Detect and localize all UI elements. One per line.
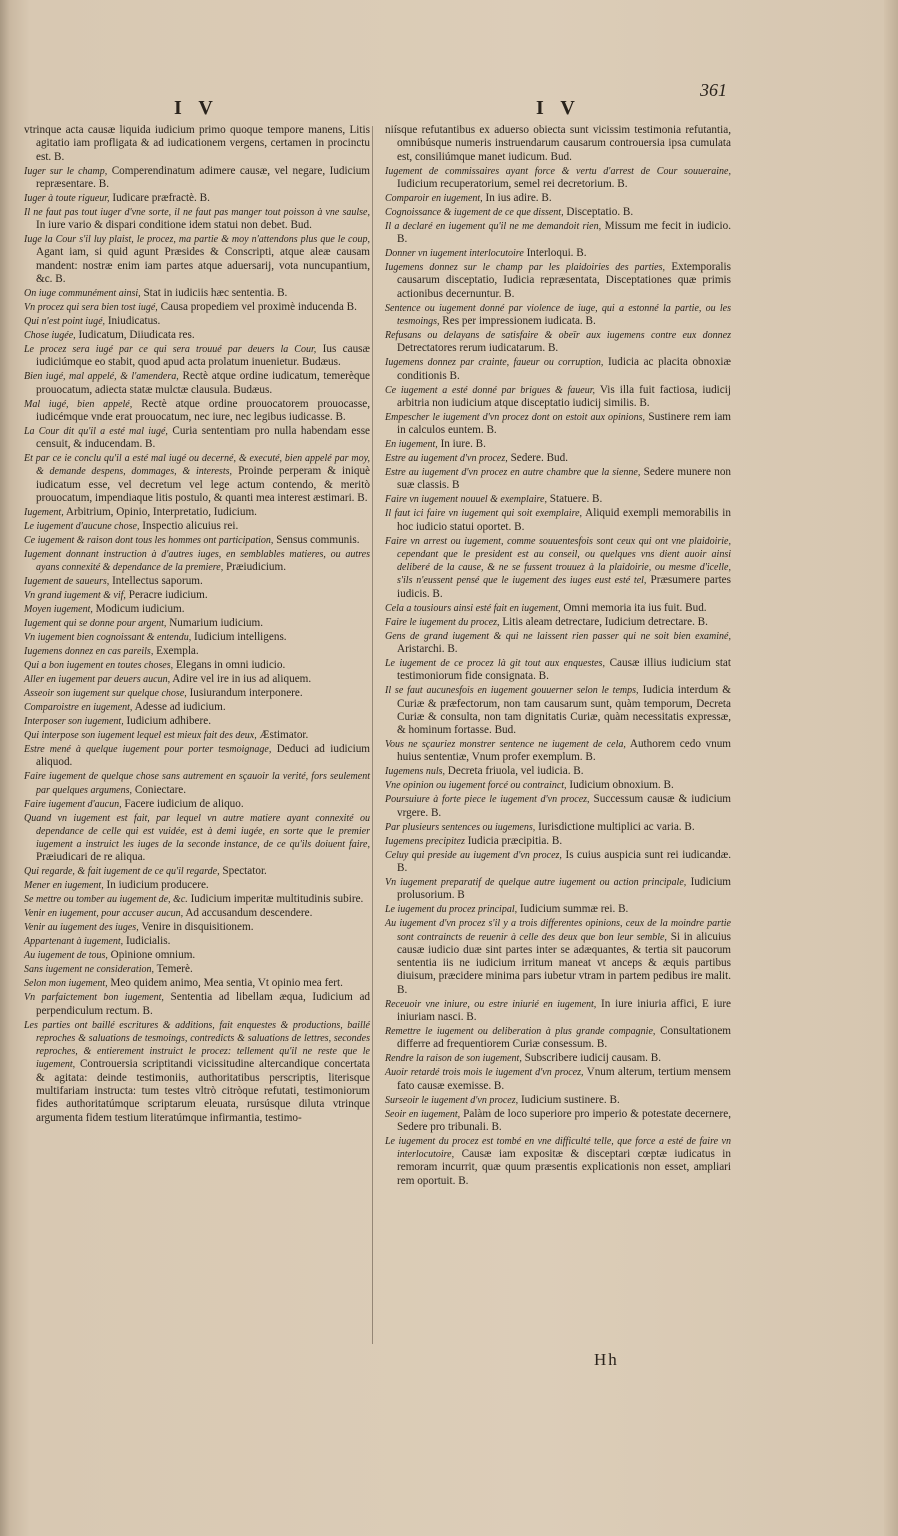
latin-equivalent: Vis illa fuit factiosa, iudicij arbitria non iudicium atque disceptatio iudicij similis. B. (397, 383, 731, 409)
dictionary-entry (24, 425, 370, 452)
dictionary-entry (385, 1135, 731, 1188)
french-headword: Bien iugé, mal appelé, & l'amendera, (24, 371, 179, 383)
french-headword: Et par ce ie conclu qu'il a esté mal iugé ou decerné, & executé, bien appelé par moy, & demande despens, dommages, & interests, (24, 453, 370, 478)
dictionary-entry (24, 301, 370, 314)
french-headword: Ce iugement a esté donné par brigues & faueur, (385, 384, 596, 396)
french-headword: Receuoir vne iniure, ou estre iniurié en iugement, (385, 998, 597, 1010)
latin-equivalent: Missum me fecit in iudicio. B. (397, 219, 732, 246)
french-headword: Qui interpose son iugement lequel est mieux fait des deux, (24, 730, 257, 741)
dictionary-entry (24, 645, 370, 658)
french-headword: Estre au iugement d'vn procez en autre chambre que la sienne, (385, 467, 641, 479)
french-headword: Iugemens precipitez (385, 835, 465, 847)
latin-equivalent: Causæ illius iudicium stat testimoniorum fide consignata. B. (397, 657, 732, 683)
dictionary-entry (24, 907, 370, 920)
french-headword: Il faut ici faire vn iugement qui soit exemplaire, (385, 508, 583, 520)
french-headword: Vne opinion ou iugement forcé ou contrainct, (385, 780, 567, 792)
dictionary-entry (24, 548, 370, 575)
dictionary-entry (24, 398, 370, 425)
dictionary-entry (385, 903, 731, 916)
dictionary-entry (24, 631, 370, 644)
latin-equivalent: Iudicium summæ rei. B. (519, 903, 629, 916)
french-headword: Auoir retardé trois mois le iugement d'vn procez, (385, 1067, 584, 1079)
latin-equivalent: In iudicium producere. (106, 879, 209, 892)
french-headword: Le iugement de ce procez là git tout aux enquestes, (385, 658, 605, 670)
dictionary-entry (385, 356, 731, 383)
french-headword: Au iugement de tous, (24, 950, 108, 962)
latin-equivalent: Stat in iudiciis hæc sententia. B. (143, 287, 288, 299)
french-headword: Se mettre ou tomber au iugement de, &c. (24, 894, 188, 906)
latin-equivalent: Sensus communis. (276, 533, 360, 546)
latin-equivalent: Præiudicium. (226, 561, 287, 574)
french-headword: Interposer son iugement, (24, 716, 124, 728)
french-headword: Celuy qui preside au iugement d'vn procez, (385, 849, 562, 861)
latin-equivalent: Sustinere rem iam in calculos euntem. B. (397, 410, 732, 437)
latin-equivalent: Authorem cedo vnum huius sententiæ, Vnum profer exemplum. B. (397, 738, 732, 764)
dictionary-entry (24, 575, 370, 588)
french-headword: Chose iugée, (24, 329, 76, 341)
running-head-left: I V (174, 97, 219, 119)
dictionary-entry (24, 921, 370, 934)
french-headword: Le iugement du procez principal, (385, 904, 518, 916)
french-headword: Moyen iugement, (24, 604, 93, 616)
latin-equivalent: Numarium iudicium. (169, 617, 264, 630)
latin-equivalent: Elegans in omni iudicio. (175, 659, 286, 672)
dictionary-entry (385, 329, 731, 356)
french-headword: Vous ne sçauriez monstrer sentence ne iugement de cela, (385, 739, 626, 751)
latin-equivalent: Causæ iam expositæ & disceptari cœptæ iudicatus in remoram incurrit, quæ quum præsentis explicationis non esset, ampliari rem oportuit. B. (397, 1148, 731, 1187)
dictionary-entry (24, 287, 370, 300)
dictionary-entry (385, 616, 731, 629)
dictionary-entry (385, 1108, 731, 1135)
dictionary-entry (385, 535, 731, 601)
french-headword: Les parties ont baillé escritures & additions, fait enquestes & productions, baillé reproches & saluations de tesmoings, contredicts & saluations de lettres, secondes reproches, & entierement instruict le procez: tellement qu'il ne reste que le iugement, (24, 1019, 370, 1071)
french-headword: Cela a tousiours ainsi esté fait en iugement, (385, 602, 561, 614)
dictionary-entry (24, 812, 370, 865)
dictionary-entry (24, 589, 370, 602)
latin-equivalent: Iniudicatus. (107, 314, 161, 327)
latin-equivalent: Arbitrium, Opinio, Interpretatio, Iudicium. (65, 505, 257, 518)
latin-equivalent: Agant iam, si quid agunt Præsides & Conscripti, atque aleæ causam mandent: nostræ enim iam partes atque aduersarij, vota nuncupantium, &c. B. (36, 246, 370, 286)
dictionary-entry (385, 261, 731, 301)
french-headword: Aller en iugement par deuers aucun, (24, 674, 171, 686)
french-headword: Iugement de commissaires ayant force & vertu d'arrest de Cour souueraine, (385, 165, 731, 177)
french-headword: En iugement, (385, 439, 438, 451)
latin-equivalent: Iudicatum, Diiudicata res. (78, 328, 195, 341)
dictionary-entry (24, 534, 370, 547)
dictionary-entry (24, 879, 370, 892)
latin-equivalent: Peracre iudicium. (128, 589, 208, 602)
french-headword: Qui regarde, & fait iugement de ce qu'il regarde, (24, 866, 220, 878)
dictionary-entry (385, 876, 731, 903)
dictionary-entry (24, 1019, 370, 1125)
latin-equivalent: Omni memoria ita ius fuit. Bud. (563, 601, 707, 614)
latin-equivalent: Litis aleam detrectare, Iudicium detrectare. B. (502, 615, 708, 628)
latin-equivalent: Præsumere partes iudicis. B. (397, 574, 731, 600)
dictionary-entry (385, 765, 731, 778)
dictionary-entry (24, 659, 370, 672)
latin-equivalent: Sententia ad libellam æqua, Iudicium ad perpendiculum rectum. B. (36, 991, 370, 1017)
latin-equivalent: Iudicium adhibere. (126, 715, 212, 728)
french-headword: Surseoir le iugement d'vn procez, (385, 1094, 519, 1106)
previous-page-bleed (0, 90, 12, 1090)
dictionary-entry (24, 192, 370, 205)
dictionary-entry (24, 452, 370, 505)
latin-equivalent: Curia sententiam pro nulla habendam esse censuit, & inducendam. B. (36, 424, 371, 451)
latin-equivalent: Rectè atque ordine iudicatum, temerèque prouocatum, adiecta statæ mulctæ clausula. Budæus. (36, 370, 371, 396)
french-headword: Faire iugement d'aucun, (24, 798, 122, 810)
french-headword: Mener en iugement, (24, 880, 104, 892)
dictionary-entry (385, 917, 731, 997)
dictionary-entry (24, 617, 370, 630)
dictionary-entry (385, 738, 731, 765)
french-headword: Donner vn iugement interlocutoire (385, 248, 524, 260)
french-headword: Estre au iugement d'vn procez, (385, 453, 508, 465)
french-headword: La Cour dit qu'il a esté mal iugé, (24, 425, 168, 437)
latin-equivalent: Ius causæ iudiciúmque eo stabit, quod apud acta prolatum inuenietur. Budæus. (36, 342, 370, 369)
french-headword: Empescher le iugement d'vn procez dont on estoit aux opinions, (385, 411, 645, 423)
french-headword: Iugemens donnez sur le champ par les plaidoiries des parties, (385, 262, 665, 274)
french-headword: Vn grand iugement & vif, (24, 590, 126, 602)
latin-equivalent: Præiudicari de re aliqua. (36, 851, 146, 864)
page-edge (884, 0, 898, 1536)
latin-equivalent: Comperendinatum adimere causæ, vel negare, Iudicium repræsentare. B. (36, 164, 370, 190)
latin-equivalent: Iusiurandum interponere. (189, 687, 303, 700)
latin-equivalent: Statuere. B. (549, 493, 603, 506)
dictionary-entry (385, 779, 731, 792)
dictionary-entry (385, 1052, 731, 1065)
french-headword: Quand vn iugement est fait, par lequel vn autre matiere ayant connexité ou dependance de celle qui est vuidée, est à demi iugée, en sorte que le premier iugement a instruict les iuges de la seconde instance, de ce qu'ils doiuent faire, (24, 812, 370, 851)
french-headword: Faire vn arrest ou iugement, comme souuentesfois sont ceux qui ont vne plaidoirie, cependant que le president est au conseil, ou quelques vns dient auoir ainsi deliberé de la cause, & ne se fussent trouuez à la plaidoirie, ou mesme d'icelle, s'ils n'eussent pensé que le iugement des iuges eust esté tel, (385, 535, 731, 587)
latin-equivalent: Adire vel ire in ius ad aliquem. (172, 673, 312, 686)
dictionary-entry (24, 673, 370, 686)
latin-equivalent: Successum causæ & iudicium vrgere. B. (397, 793, 731, 819)
left-column (24, 124, 370, 1126)
running-head-right: I V (536, 97, 581, 119)
latin-equivalent: Decreta friuola, vel iudicia. B. (447, 765, 584, 778)
latin-equivalent: Is cuius auspicia sunt rei iudicandæ. B. (397, 848, 731, 874)
french-headword: Venir en iugement, pour accuser aucun, (24, 908, 184, 920)
latin-equivalent: Iudicium imperitæ multitudinis subire. (190, 893, 364, 906)
french-headword: Vn iugement preparatif de quelque autre iugement ou action principale, (385, 876, 687, 888)
dictionary-entry (24, 233, 370, 286)
dictionary-entry (385, 384, 731, 411)
latin-equivalent: Inspectio alicuius rei. (142, 519, 239, 532)
latin-equivalent: Exempla. (156, 645, 199, 658)
french-headword: Le iugement d'aucune chose, (24, 520, 140, 532)
dictionary-entry (24, 977, 370, 990)
french-headword: Iugemens donnez par crainte, faueur ou corruption, (385, 357, 604, 369)
dictionary-entry (24, 893, 370, 906)
dictionary-entry (385, 247, 731, 260)
french-headword: Rendre la raison de son iugement, (385, 1053, 522, 1065)
dictionary-entry (385, 1066, 731, 1093)
french-headword: Le iugement du procez est tombé en vne difficulté telle, que force a esté de faire vn interlocutoire, (385, 1135, 731, 1161)
dictionary-entry (24, 315, 370, 328)
french-headword: Sans iugement ne consideration, (24, 964, 154, 976)
latin-equivalent: In iure iniuria affici, E iure iniuriam nasci. B. (397, 997, 732, 1023)
latin-equivalent: Aristarchi. B. (397, 643, 458, 656)
dictionary-entry (385, 220, 731, 247)
french-headword: Gens de grand iugement & qui ne laissent rien passer qui ne soit bien examiné, (385, 630, 731, 642)
french-headword: Iugement de saueurs, (24, 576, 110, 588)
french-headword: Iugement, (24, 506, 64, 518)
dictionary-entry (24, 687, 370, 700)
latin-equivalent: Adesse ad iudicium. (134, 701, 226, 714)
dictionary-entry (24, 865, 370, 878)
dictionary-entry (385, 302, 731, 329)
dictionary-entry (24, 715, 370, 728)
french-headword: Au iugement d'vn procez s'il y a trois differentes opinions, ceux de la moindre partie sont contraincts de reuenir à celle des deux que bon leur semble, (385, 918, 731, 943)
latin-equivalent: Iudicialis. (125, 935, 171, 948)
french-headword: Comparoir en iugement, (385, 192, 483, 204)
latin-equivalent: Æstimator. (259, 729, 309, 741)
latin-equivalent: Res per impressionem iudicata. B. (442, 314, 596, 327)
latin-equivalent: Vnum alterum, tertium mensem fato causæ exemisse. B. (397, 1066, 731, 1092)
latin-equivalent: Iudicium sustinere. B. (520, 1093, 620, 1106)
dictionary-entry (24, 206, 370, 233)
latin-equivalent: Iudicium intelligens. (194, 631, 287, 644)
french-headword: Il ne faut pas tout iuger d'vne sorte, il ne faut pas manger tout poisson à vne saulse, (24, 206, 370, 218)
french-headword: Cognoissance & iugement de ce que dissent, (385, 206, 564, 218)
latin-equivalent: Iudicia præcipitia. B. (467, 834, 563, 847)
latin-equivalent: Iudicium prolusorium. B (397, 875, 731, 902)
dictionary-entry (24, 329, 370, 342)
dictionary-entry (385, 411, 731, 438)
latin-equivalent: Facere iudicium de aliquo. (124, 797, 244, 810)
french-headword: Faire iugement de quelque chose sans autrement en sçauoir la verité, fors seulement par quelques argumens, (24, 771, 370, 796)
dictionary-entry (24, 991, 370, 1018)
french-headword: Faire le iugement du procez, (385, 616, 500, 628)
french-headword: Vn iugement bien cognoissant & entendu, (24, 632, 192, 644)
dictionary-entry (385, 835, 731, 848)
dictionary-entry (385, 507, 731, 534)
latin-equivalent: Extemporalis causarum disceptatio, Iudicia repræsentata, Disceptationes quæ primis actionibus decernuntur. B. (397, 261, 731, 300)
latin-equivalent: Modicum iudicium. (95, 603, 185, 616)
french-headword: Iugemens donnez en cas pareils, (24, 646, 154, 658)
dictionary-entry (24, 506, 370, 519)
french-headword: Iugemens nuls, (385, 766, 445, 778)
french-headword: Il a declaré en iugement qu'il ne me demandoit rien, (385, 220, 602, 232)
dictionary-entry (385, 493, 731, 506)
french-headword: Vn procez qui sera bien tost iugé, (24, 301, 158, 313)
french-headword: Qui n'est point iugé, (24, 315, 106, 327)
latin-equivalent: In ius adire. B. (485, 191, 552, 204)
french-headword: Appartenant à iugement, (24, 936, 124, 948)
french-headword: Iugement donnant instruction à d'autres iuges, en semblables matieres, ou autres ayans connexité & dependance de la premiere, (24, 548, 370, 574)
french-headword: On iuge communément ainsi, (24, 288, 141, 299)
dictionary-entry (24, 603, 370, 616)
french-headword: Sentence ou iugement donné par violence de iuge, qui a estonné la partie, ou les tesmoings, (385, 302, 731, 327)
latin-equivalent: Meo quidem animo, Mea sentia, Vt opinio mea fert. (110, 977, 343, 990)
dictionary-entry (385, 438, 731, 451)
latin-equivalent: Iudicia interdum & Curiæ & præfectorum, non tam causarum sunt, quàm temporum, Decreta Curiæ & consulta, non tam dignitatis Curiæ, quàm necessitatis expressæ, & hominum fortasse. Bud. (397, 684, 732, 737)
latin-equivalent: Consultationem differre ad frequentiorem Curiæ consessum. B. (397, 1024, 732, 1051)
latin-equivalent: Si in alicuius causæ iudicio duæ sint partes inter se adæquantes, & tertia sit paucorum sententia iis ne iudicium irritum maneat vt anceps & æquis partibus diuisum, præcidere minima pars iubetur vtram in partem pedibus ire malit. B. (397, 930, 731, 996)
latin-equivalent: Detrectatores rerum iudicatarum. B. (397, 342, 559, 355)
latin-equivalent: Ad accusandum descendere. (185, 907, 313, 920)
latin-equivalent: In iure vario & dispari conditione idem statui non debet. Bud. (36, 219, 312, 232)
latin-equivalent: Controuersia scriptitandi vicissitudine altercandique concertata & agitata: deinde testimoniis, authoritatibus perscriptis, literisque multifariam instructa: tum testes vltrò citròque refutati, testimoniorum fides authoritatúmque scriptarum eleuata, rursúsque diluta vtrinque argumenta fidem testium literatúmque infirmantia, testimo- (36, 1058, 371, 1124)
latin-equivalent: Venire in disquisitionem. (141, 921, 254, 934)
dictionary-entry (385, 630, 731, 657)
dictionary-entry (385, 452, 731, 465)
latin-equivalent: In iure. B. (440, 438, 486, 451)
dictionary-entry (24, 743, 370, 770)
dictionary-entry (385, 124, 731, 164)
dictionary-entry (385, 998, 731, 1025)
dictionary-entry (24, 165, 370, 192)
french-headword: Poursuiure à forte piece le iugement d'vn procez, (385, 794, 590, 806)
french-headword: Venir au iugement des iuges, (24, 922, 139, 934)
french-headword: Iuger sur le champ, (24, 165, 108, 177)
dictionary-entry (24, 949, 370, 962)
french-headword: Par plusieurs sentences ou iugemens, (385, 821, 536, 833)
latin-equivalent: Interloqui. B. (526, 247, 587, 260)
french-headword: Ce iugement & raison dont tous les hommes ont participation, (24, 534, 274, 546)
latin-equivalent: Iudicare præfractè. B. (112, 191, 210, 204)
latin-equivalent: Sedere munere non suæ classis. B (397, 466, 732, 492)
column-rule (372, 126, 373, 1344)
french-headword: Asseoir son iugement sur quelque chose, (24, 688, 187, 700)
page-number: 361 (700, 80, 727, 100)
latin-equivalent: Rectè atque ordine prouocatorem prouocasse, iudicémque vnde erat prouocatum, nec iure, nec legibus iudicasse. B. (36, 397, 371, 423)
french-headword: Iuge la Cour s'il luy plaist, le procez, ma partie & moy n'attendons plus que le coup, (24, 234, 370, 246)
dictionary-entry (385, 849, 731, 876)
latin-equivalent: Causa propediem vel proximè inducenda B. (160, 300, 357, 313)
latin-equivalent: Disceptatio. B. (566, 205, 634, 218)
dictionary-entry (24, 343, 370, 370)
dictionary-entry (385, 657, 731, 684)
dictionary-entry (385, 1025, 731, 1052)
dictionary-entry (24, 701, 370, 714)
dictionary-entry (24, 370, 370, 397)
latin-equivalent: Spectator. (222, 865, 267, 878)
latin-equivalent: Deduci ad iudicium aliquod. (36, 742, 371, 769)
french-headword: Il se faut aucunesfois en iugement gouuerner selon le temps, (385, 685, 639, 697)
french-headword: Le procez sera iugé par ce qui sera trouué par deuers la Cour, (24, 343, 317, 355)
french-headword: Faire vn iugement nouuel & exemplaire, (385, 494, 547, 506)
french-headword: Remettre le iugement ou deliberation à plus grande compagnie, (385, 1025, 656, 1037)
dictionary-entry (24, 770, 370, 797)
dictionary-entry (385, 1094, 731, 1107)
french-headword: Iuger à toute rigueur, (24, 192, 110, 204)
latin-equivalent: Aliquid exempli memorabilis in hoc iudicio statui oportet. B. (397, 507, 731, 533)
french-headword: Seoir en iugement, (385, 1108, 461, 1120)
dictionary-entry (385, 192, 731, 205)
latin-equivalent: Iudicia ac placita obnoxiæ conditionis B. (397, 356, 731, 382)
latin-equivalent: niísque refutantibus ex aduerso obiecta sunt vicissim testimonia refutantia, omnibúsque numeris instruendarum causarum controuersia ipsa cumulata est, consiliúmque manet iudicum. Bud. (385, 124, 731, 163)
dictionary-entry (385, 793, 731, 820)
french-headword: Refusans ou delayans de satisfaire & obeïr aux iugemens contre eux donnez (385, 329, 731, 341)
latin-equivalent: Opinione omnium. (110, 949, 196, 962)
latin-equivalent: Sedere. Bud. (510, 452, 569, 465)
french-headword: Vn parfaictement bon iugement, (24, 992, 164, 1004)
dictionary-entry (385, 206, 731, 219)
latin-equivalent: Palàm de loco superiore pro imperio & potestate decernere, Sedere pro tribunali. B. (397, 1107, 732, 1133)
dictionary-entry (385, 602, 731, 615)
french-headword: Iugement qui se donne pour argent, (24, 618, 167, 630)
dictionary-entry (24, 963, 370, 976)
french-headword: Mal iugé, bien appelé, (24, 398, 133, 410)
dictionary-entry (24, 520, 370, 533)
latin-equivalent: Iurisdictione multiplici ac varia. B. (538, 820, 695, 833)
dictionary-entry (385, 684, 731, 737)
latin-equivalent: Iudicium obnoxium. B. (569, 779, 674, 792)
dictionary-entry (24, 798, 370, 811)
dictionary-entry (24, 124, 370, 164)
french-headword: Qui a bon iugement en toutes choses, (24, 660, 174, 672)
latin-equivalent: Intellectus saporum. (112, 575, 203, 588)
french-headword: Estre mené à quelque iugement pour porter tesmoignage, (24, 743, 272, 755)
dictionary-entry (24, 729, 370, 742)
latin-equivalent: Proinde perperam & iniquè iudicatum esse, vel decretum vel lege actum contendo, & meritò prouocatum, impendiaque litis postulo, & quanti mea interest æstimari. B. (36, 465, 371, 504)
signature-mark: Hh (594, 1350, 619, 1369)
latin-equivalent: Coniectare. (134, 783, 187, 796)
dictionary-entry (385, 165, 731, 192)
latin-equivalent: vtrinque acta causæ liquida iudicium primo quoque tempore manens, Litis agitatio iam profligata & ad iudicationem vergens, certamen in procinctu est. B. (24, 124, 370, 163)
dictionary-entry (385, 466, 731, 493)
dictionary-entry (385, 821, 731, 834)
french-headword: Comparoistre en iugement, (24, 702, 133, 714)
right-column (385, 124, 731, 1189)
latin-equivalent: Subscribere iudicij causam. B. (524, 1052, 662, 1065)
dictionary-entry (24, 935, 370, 948)
latin-equivalent: Temerè. (156, 963, 193, 976)
french-headword: Selon mon iugement, (24, 978, 108, 990)
latin-equivalent: Iudicium recuperatorium, semel rei decretorium. B. (397, 177, 628, 190)
